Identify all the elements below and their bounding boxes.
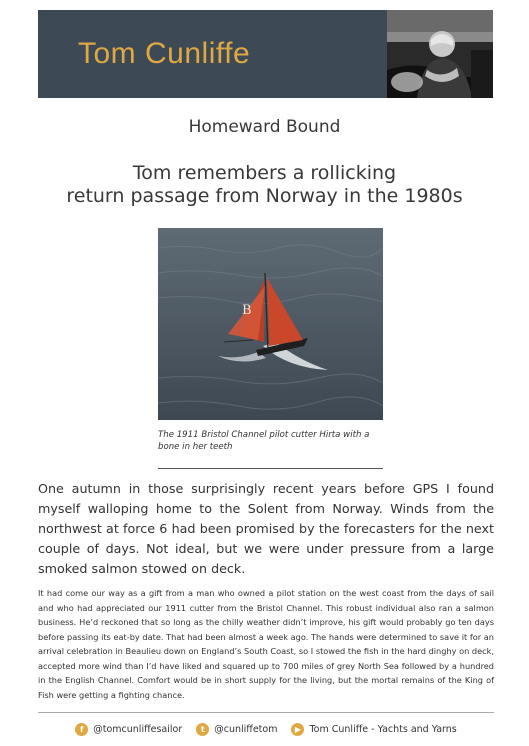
twitter-handle: @cunliffetom (214, 723, 278, 735)
caption-divider (158, 468, 383, 469)
footer-divider (38, 712, 494, 713)
twitter-link[interactable] (196, 723, 277, 736)
facebook-icon: f (75, 723, 88, 736)
author-name: Tom Cunliffe (78, 37, 251, 70)
body-paragraph: It had come our way as a gift from a man who owned a pilot station on the west coast from the days of sail and who had appreciated our 1911 cutter from the Bristol Channel. This robust individual also ran a salmon business. He’d reckoned that so long as the chilly weather didn’t improve, his gift would probably go ten days before passing its eat-by date. That had been almost a week ago. The hands were determined to save it for an arrival celebration in Beaulieu down on England’s South Coast, so I stowed the fish in the hard dinghy on deck, accepted more wind than I’d have liked and squared up to 700 miles of grey North Sea followed by a hundred in the English Channel. Comfort would be in short supply for the living, but the mortal remains of the King of Fish were getting a fighting chance. (38, 588, 494, 700)
header-banner (38, 10, 493, 98)
article-kicker: Homeward Bound (188, 117, 341, 137)
sail-number: B (242, 303, 252, 318)
youtube-channel: Tom Cunliffe - Yachts and Yarns (309, 723, 457, 735)
youtube-link[interactable] (291, 723, 456, 736)
footer-social (38, 720, 494, 738)
article-headline (0, 162, 529, 208)
twitter-icon: t (196, 723, 209, 736)
author-photo (387, 10, 493, 98)
headline-line-1: Tom remembers a rollicking (132, 162, 397, 184)
facebook-handle: @tomcunliffesailor (93, 723, 183, 735)
facebook-link[interactable] (75, 723, 182, 736)
sailing-photo (158, 228, 383, 420)
photo-caption: The 1911 Bristol Channel pilot cutter Hirta with a bone in her teeth (158, 430, 370, 452)
youtube-icon: ▶ (291, 723, 304, 736)
lead-paragraph: One autumn in those surprisingly recent years before GPS I found myself walloping home to the Solent from Norway. Winds from the northwest at force 6 had been promised by the forecasters for the next couple of days. Not ideal, but we were under pressure from a large smoked salmon stowed on deck. (38, 481, 494, 576)
headline-line-2: return passage from Norway in the 1980s (66, 185, 463, 207)
